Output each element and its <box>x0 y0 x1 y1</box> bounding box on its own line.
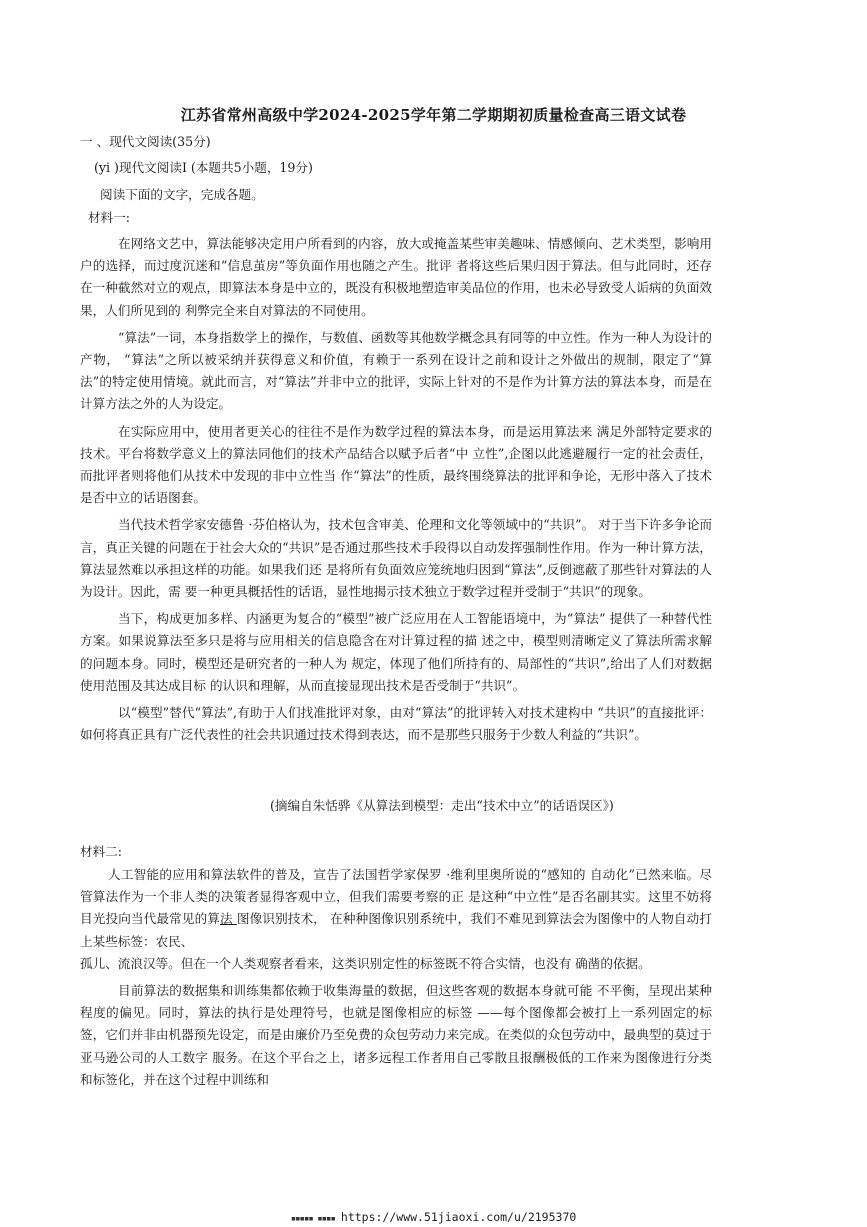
material2-paragraph: 孤儿、流浪汉等。但在一个人类观察者看来，这类识别定性的标签既不符合实情，也没有 确凿的依据。 <box>80 955 651 971</box>
section-heading-reading: 一 、现代文阅读(35分) <box>80 134 211 149</box>
material1-paragraph: 以“模型”替代“算法”,有助于人们找准批评对象，由对“算法”的批评转入对技术建构中 “共识”的直接批评：如何将真正具有广泛代表性的社会共识通过技术得到表达，而不是那些只服务于少数人利益的“共识”。 <box>80 705 712 743</box>
material2-underlined-text: 法 <box>220 911 237 927</box>
material1-paragraph: 在网络文艺中，算法能够决定用户所看到的内容，放大或掩盖某些审美趣味、情感倾向、艺术类型，影响用户的选择，而过度沉迷和“信息茧房”等负面作用也随之产生。批评 者将这些后果归因于算法。但与此同时，还存在一种截然对立的观点，即算法本身是中立的，既没有积极地塑造审美品位的作用，也未必导致受人诟病的负面效果，人们所见到的 利弊完全来自对算法的不同使用。 <box>80 236 712 318</box>
subsection-heading: (yi )现代文阅读Ⅰ (本题共5小题，19分) <box>94 160 313 175</box>
page-title: 江苏省常州高级中学2024-2025学年第二学期期初质量检查高三语文试卷 <box>180 106 687 124</box>
material2-paragraph: 目前算法的数据集和训练集都依赖于收集海量的数据，但这些客观的数据本身就可能 不平衡，呈现出某种程度的偏见。同时，算法的执行是处理符号，也就是图像相应的标签 ——每个图像都会被打上一系列固定的标签，它们并非由机器预先设定，而是由廉价乃至免费的众包劳动力来完成。在类似的众包劳动中，最典型的莫过于亚马逊公司的人工数字 服务。在这个平台之上，诸多远程工作者用自己零散且报酬极低的工作来为图像进行分类 和标签化，并在这个过程中训练和 <box>80 983 712 1087</box>
material1-paragraph: “算法”一词，本身指数学上的操作，与数值、函数等其他数学概念具有同等的中立性。作为一种人为设计的产物， “算法”之所以被采纳并获得意义和价值，有赖于一系列在设计之前和设计之外做出的规制，限定了“算法”的特定使用情境。就此而言，对“算法”并非中立的批评，实际上针对的不是作为计算方法的算法本身，而是在计算方法之外的人为设定。 <box>80 329 712 412</box>
material1-paragraph: 在实际应用中，使用者更关心的往往不是作为数学过程的算法本身，而是运用算法来 满足外部特定要求的技术。平台将数学意义上的算法同他们的技术产品结合以赋予后者“中 立性”,企图以此逃避履行一定的社会责任，而批评者则将他们从技术中发现的非中立性当 作“算法”的性质，最终围绕算法的批评和争论，无形中落入了技术是否中立的话语图套。 <box>80 423 712 506</box>
instruction-text: 阅读下面的文字，完成各题。 <box>100 187 264 202</box>
material1-source: (摘编自朱恬骅《从算法到模型：走出“技术中立”的话语误区》) <box>270 798 614 813</box>
material2-text: 图像识别技术， 在种种图像识别系统中，我们不难见到算法会为图像中的人物自动打上某些标签：农民、 <box>80 911 712 949</box>
material1-paragraph: 当下，构成更加多样、内涵更为复合的“模型”被广泛应用在人工智能语境中，为“算法” 提供了一种替代性方案。如果说算法至多只是将与应用相关的信息隐含在对计算过程的描 述之中，模型则清晰定义了算法所需求解的问题本身。同时，模型还是研究者的一种人为 规定，体现了他们所持有的、局部性的“共识”,给出了人们对数据使用范围及其达成目标 的认识和理解，从而直接显现出技术是否受制于“共识”。 <box>80 611 712 693</box>
material2-text: 人工智能的应用和算法软件的普及，宣告了法国哲学家保罗 ·维利里奥所说的“感知的 自动化”已然来临。尽管算法作为一个非人类的决策者显得客观中立，但我们需要考察的正 是这种“中立性”是否名副其实。这里不妨将目光投向当代最常见的算 <box>80 867 712 927</box>
material1-body <box>80 233 712 746</box>
footer-dots: ▪▪▪▪▪ ▪▪▪▪ <box>290 1214 335 1224</box>
material1-paragraph: 当代技术哲学家安德鲁 ·芬伯格认为，技术包含审美、伦理和文化等领域中的“共识”。 对于当下许多争论而言，真正关键的问题在于社会大众的“共识”是否通过那些技术手段得以自动发挥强制性作用。作为一种计算方法，算法显然难以承担这样的功能。如果我们还 是将所有负面效应笼统地归因到“算法”,反倒遮蔽了那些针对算法的人为设计。因此，需 要一种更具概括性的话语，显性地揭示技术独立于数学过程并受制于“共识”的现象。 <box>80 517 712 600</box>
material1-label: 材料一: <box>88 210 131 225</box>
material2-label: 材料二: <box>80 844 123 859</box>
watermark-footer <box>0 1210 867 1224</box>
footer-url-link[interactable]: https://www.51jiaoxi.com/u/2195370 <box>340 1210 577 1224</box>
material2-body <box>80 864 712 1091</box>
material2-paragraph <box>80 864 712 953</box>
